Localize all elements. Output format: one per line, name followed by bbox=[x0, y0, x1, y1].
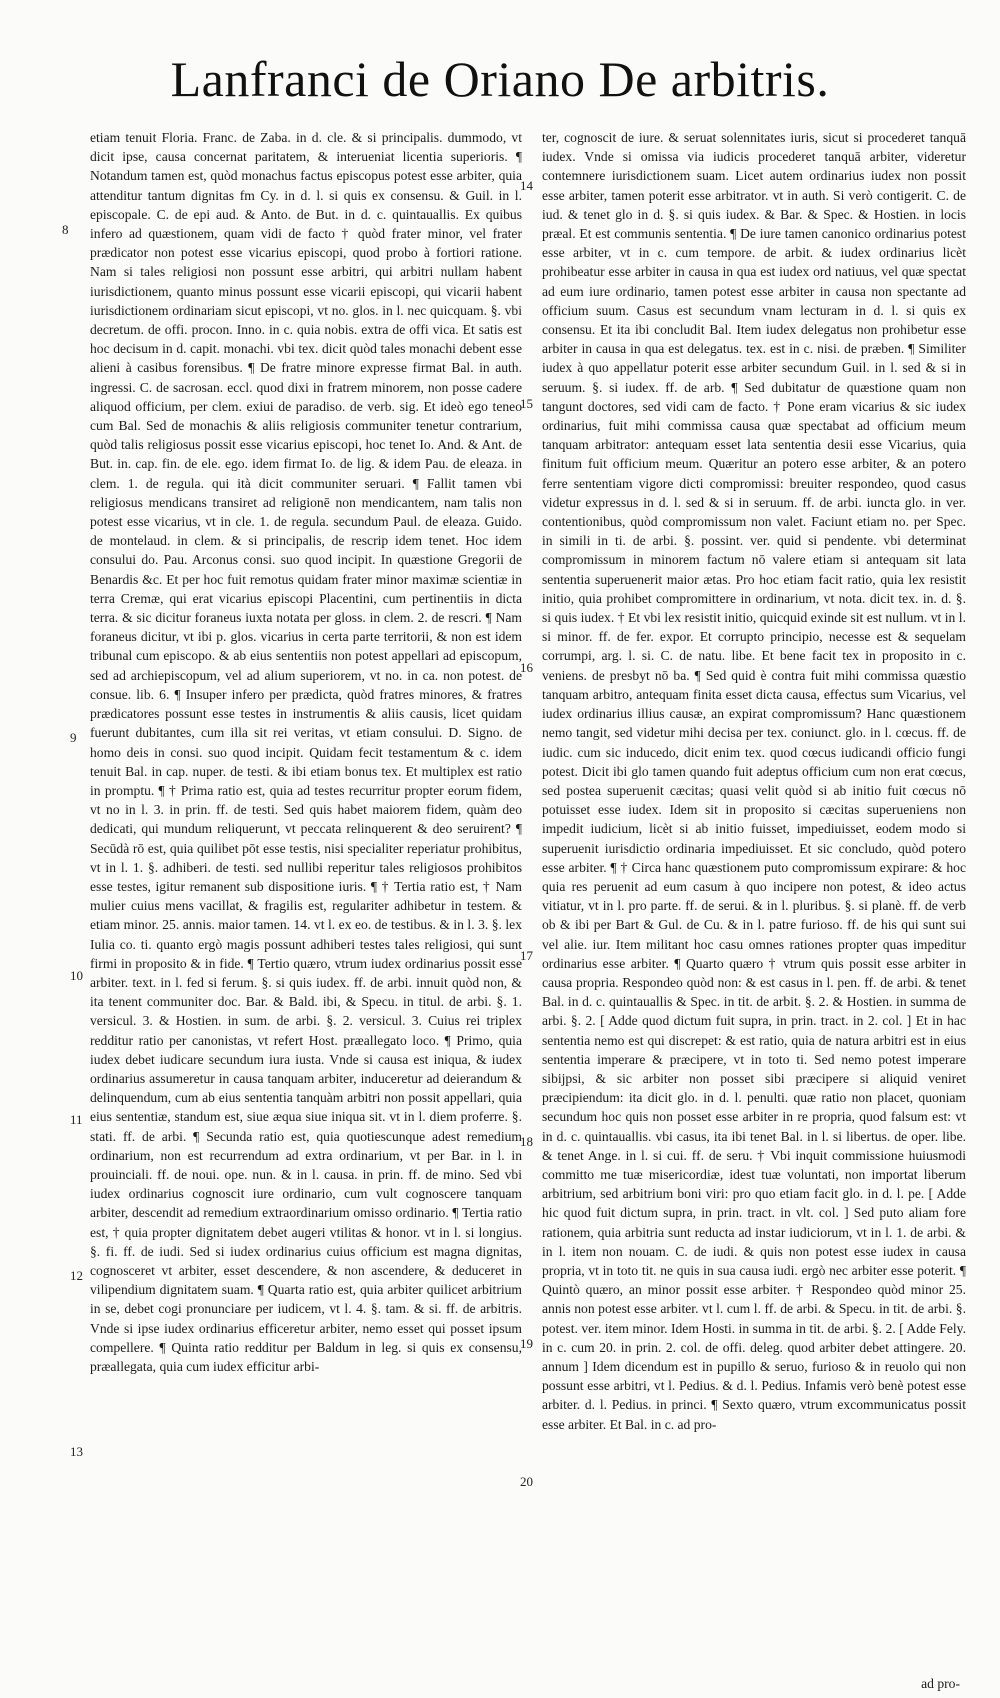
text-column-left bbox=[90, 128, 522, 1678]
margin-number: 14 bbox=[520, 178, 533, 193]
margin-number: 10 bbox=[70, 968, 83, 983]
margin-number: 20 bbox=[520, 1474, 533, 1489]
margin-number: 12 bbox=[70, 1268, 83, 1283]
margin-number: 9 bbox=[70, 730, 77, 745]
body-text-left: etiam tenuit Floria. Franc. de Zaba. in d. cle. & si principalis. dummodo, vt dicit ipse, causa concernat paritatem, & interueniat licentia superioris. ¶ Notandum tamen est, quòd monachus factus episcopus potest esse arbiter, quia attenditur tantum dignitas fm Cy. in d. l. si quis ex consensu. & Guil. in l. episcopale. C. de epi aud. & Anto. de But. in d. c. quintauallis. Ex quibus infero ad quæstionem, quam vidi de facto † quòd frater minor, vel frater prædicator non potest esse vicarius episcopi, quod probo à fortiori ratione. Nam si tales religiosi non possunt esse arbitri, qui arbitri nullam habent iurisdictionem, quanto minus possunt esse vicarii episcopi, qui vicarii habent iurisdictionem ordinariam sicut episcopi, vt no. glos. in l. nec quicquam. §. vbi decretum. de offi. procon. Inno. in c. quia nobis. extra de offi vica. Et satis est hoc decisum in d. capit. monachi. vbi tex. dicit quòd tales monachi debent esse alieni à casibus forensibus. ¶ De fratre minore expresse firmat Bal. in auth. ingressi. C. de sacrosan. eccl. quod dixi in fratrem minorem, non posse cadere aliquod officium, per clem. exiui de paradiso. de verb. sig. Et ideò ego teneo cum Bal. Sed de monachis & aliis religiosis communiter tenetur contrarium, quòd talis religiosus possit esse vicarius episcopi, hoc tenet Io. And. & Ant. de But. in. cap. fin. de ele. ego. idem firmat Io. de lig. & idem Pau. de eleaza. in clem. 1. de regula. qui ità dicit communiter seruari. ¶ Fallit tamen vbi religiosus mendicans transiret ad religionē non mendicantem, nam talis non potest esse vicarius, vt in cle. 1. de regula. secundum Paul. de eleaza. Guido. de montelaud. in clem. & si principalis, de rescrip idem tenet. Hoc idem consului do. Pau. Arconus consi. suo quod incipit. In quæstione Gregorii de Benardis &c. Et per hoc fuit remotus quidam frater minor maximæ scientiæ in terra Cremæ, qui erat vicarius episcopi Placentini, cum pertinentiis in dicta terra. & sic dicitur foraneus iuxta notata per gloss. in clem. 2. de rescri. ¶ Nam foraneus dicitur, vt ibi p. glos. vicarius in certa parte territorii, & non est idem tribunal cum episcopo. & ab eius sententiis non potest appellari ad episcopum, sed ad archiepiscopum, vel ad alium superiorem, vt no. in ca. non potest. de consue. lib. 6. ¶ Insuper infero per prædicta, quòd fratres minores, & fratres prædicatores possunt esse testes in instrumentis & aliis causis, licet quidam fuerunt dubitantes, cum illa sit rei veritas, vt etiam consului. D. Signo. de homo deis in consi. suo quod incipit. Quidam fecit testamentum & c. idem tenuit Bal. in cap. nuper. de testi. & ibi etiam bonus tex. Et multiplex est ratio in promptu. ¶ † Prima ratio est, quia ad testes recurritur propter eorum fidem, vt no in l. 3. in prin. ff. de testi. Sed quis habet maiorem fidem, quàm deo dedicati, qui mundum reliquerunt, vt peccata relinquerent & deo seruirent? ¶ Secūdà rō est, quia quilibet pōt esse testis, nisi specialiter reperiatur prohibitus, vt in l. 1. §. adhiberi. de testi. sed nullibi reperitur tales religiosos prohibitos esse testes, igitur remanent sub dispositione iuris. ¶ † Tertia ratio est, † Nam mulier cuius mens vacillat, & fragilis est, regulariter adhibetur in testem. & etiam minor. 25. annis. maior tamen. 14. vt l. ex eo. de testibus. & in l. 3. §. lex Iulia co. ti. quanto ergò magis possunt adhiberi testes tales religiosi, qui sunt firmi in proposito & in fide. ¶ Tertio quæro, vtrum iudex ordinarius possit esse arbiter. text. in l. fed si ferum. §. si quis iudex. ff. de arbi. innuit quòd non, & ita tenent communiter doc. Bar. & Bald. ibi, & Specu. in titul. de arbi. §. 1. versicul. 3. & Hostien. in sum. de arbi. §. 2. versicul. 3. Cuius rei triplex redditur ratio per canonistas, vt refert Host. præallegato loco. ¶ Primo, quia iudex debet iudicare secundum iura iusta. Vnde si causa est iniqua, & iudex ordinarius assumeretur in causa tanquam arbiter, induceretur ad deierandum & delinquendum, cum ab eius sententia tanquàm arbitri non possit appellari, quia eius sententiæ, standum est, siue æqua siue iniqua sit. vt in l. diem proferre. §. stati. ff. de arbi. ¶ Secunda ratio est, quia quotiescunque adest remedium ordinarium, non est recurrendum ad extra ordinarium, vt per Bar. in l. in prouinciali. ff. de noui. ope. nun. & in l. causa. in prin. ff. de mino. Sed vbi iudex ordinarius cognoscit iure ordinario, cum vult cognoscere tanquam arbiter, descendit ad remedium extraordinarium omisso ordinario. ¶ Tertia ratio est, † quia propter dignitatem debet augeri vtilitas & honor. vt in l. si longius. §. fi. ff. de iudi. Sed si iudex ordinarius cuius officium est magna dignitas, cognosceret vt arbiter, esset descendere, & non ascendere, & deduceret in vilipendium dignitatem suam. ¶ Quarta ratio est, quia arbiter quilicet arbitrium in se, debet cogi pronunciare per iudicem, vt l. 4. §. tam. & si. ff. de arbitris. Vnde si ipse iudex ordinarius efficeretur arbiter, nemo esset qui posset ipsum compellere. ¶ Quinta ratio redditur per Baldum in leg. si quis ex consensu, præallegata, quia cum iudex efficitur arbi- bbox=[90, 130, 522, 1374]
margin-number: 16 bbox=[520, 660, 533, 675]
catchword: ad pro- bbox=[921, 1676, 960, 1691]
page-title: Lanfranci de Oriano De arbitris. bbox=[170, 51, 830, 107]
margin-number: 19 bbox=[520, 1336, 533, 1351]
margin-number: 8 bbox=[62, 222, 69, 237]
body-text-right: ter, cognoscit de iure. & seruat solennitates iuris, sicut si procederet tanquā iudex. Vnde si omissa via iudicis procederet tanquā arbiter, videretur contemnere iurisdictionem suam. Licet autem ordinarius iudex non possit esse arbiter, tamen poterit esse arbitrator. vt in auth. Si verò contigerit. C. de iud. & tenet glo in d. §. si quis iudex. & Bar. & Spec. & Hostien. in locis præal. Et est communis sententia. ¶ De iure tamen canonico ordinarius potest esse arbiter, vt in c. cum tempore. de arbit. & iudex ordinarius licèt prohibeatur esse arbiter in causa in qua est iudex ord natiuus, vel quæ spectat ad eum iure ordinario, tamen potest esse arbiter in causa non spectante ad officium suum. Casus est secundum vnam lecturam in d. l. si quis ex consensu. Et ita ibi concludit Bal. Item iudex delegatus non prohibetur esse arbiter in causa in qua est delegatus. tex. est in c. nisi. de præben. ¶ Similiter iudex à quo appellatur poterit esse arbiter secundum Guil. in l. sed & si in seruum. §. si iudex. ff. de arb. ¶ Sed dubitatur de quæstione quam non tangunt doctores, sed vidi cam de facto. † Pone eram vicarius & sic iudex ordinarius, fuit mihi commissa causa quæ spectabat ad officium meum tanquam arbitrator: antequam esset lata sententia desii esse Vicarius, quia finitum fuit officium meum. Quæritur an potero esse arbiter, & an potero ferre sententiam vigore dicti compromissi: breuiter respondeo, quod casus videtur expressus in d. l. sed & si in seruum. ff. de arbi. iuncta glo. in ver. contentionibus, quòd compromissum non valet. Faciunt etiam no. per Spec. in simili in ti. de arbi. §. possint. ver. quid si pendente. vbi determinat compromissum in minorem factum nō valere etiam si antequam sit lata sententia superuenerit maior ætas. Pro hoc etiam facit ratio, quia lex resistit initio, quia prohibet compromittere in ordinarium, vt nota. dicit tex. in. d. §. si quis iudex. † Et vbi lex resistit initio, quicquid exinde sit est nullum. vt in l. si minor. ff. de fer. expor. Et corrupto principio, necesse est & sequelam corrumpi, arg. l. si. C. de natu. libe. Et bene facit tex in proposito in c. veniens. de presbyt nō ba. ¶ Sed quid è contra fuit mihi commissa quæstio tanquam arbitro, antequam finita esset dicta causa, effectus sum Vicarius, vel iudex ordinarius illius causæ, an expirat compromissum? Hanc quæstionem nemo tangit, sed videtur mihi decisa per tex. coniunct. glo. in l. cœcus. ff. de iudic. cum sic inducedo, dicit enim tex. quod cœcus iudicandi officio fungi potest. Dicit ibi glo tamen quando fuit adeptus officium cum non erat cœcus, sed postea superuenit cæcitas; quasi velit quòd si ab initio fuit cœcus nō potuisset esse iudex. Idem sit in proposito si cæcitas superueniens non impedit iudicium, licèt si ab initio fuisset, impediuisset, eodem modo si superuenit iurisdictio ordinaria impediuisset. Et sic concludo, quòd potero esse arbiter. ¶ † Circa hanc quæstionem puto compromissum expirare: & hoc quia res peruenit ad eum casum à quo incipere non potest, & ideo actus vitiatur, vt in l. pro parte. ff. de serui. & in l. pluribus. §. si planè. ff. de verb ob & ibi per Bart & Gul. de Cu. & in l. patre furioso. ff. de his qui sunt sui vel alie. iur. Item militant hoc casu omnes rationes propter quas impeditur ordinarius esse arbiter. ¶ Quarto quæro † vtrum quis possit esse arbiter in causa propria. Respondeo quòd non: & est casus in l. pen. ff. de arbi. & tenet Bal. in d. c. quintauallis & Spec. in tit. de arbit. §. 2. & Hostien. in summa de arbi. §. 2. [ Adde quod dictum fuit supra, in prin. tract. in 2. col. ] Et in hac sententia nemo est qui discrepet: & est ratio, quia de natura arbitri est in eius sententia imperare & præcipere, vt in toto ti. Sed nemo potest imperare sibijpsi, & sic arbiter non posset sibi præcipere si aliquid veniret præcipiendum: ita dicit glo. in d. l. penulti. quæ ratio non placet, quoniam secundum hoc quis non posset esse arbiter in re propria, quod falsum est: vt in d. c. quintauallis. vbi casus, ita ibi tenet Bal. in l. si libertus. de oper. libe. & tenet Ange. in l. si cui. ff. de seru. † Vbi inquit commissione huiusmodi committo me tuæ misericordiæ, idest tuæ voluntati, non importat liberum arbitrium, sed arbitrium boni viri: pro quo etiam facit glo. in d. l. pe. [ Adde hic quod fuit dictum supra, in prin. tract. in vlt. col. ] Sed puto aliam fore rationem, quia arbitria sunt reducta ad instar iudiciorum, vt in l. 1. de arbi. & in l. item non nouam. C. de iudi. & quis non potest esse iudex in causa propria, vt in toto tit. ne quis in sua causa iudi. ergò nec arbiter esse poterit. ¶ Quintò quæro, an minor possit esse arbiter. † Respondeo quòd minor 25. annis non potest esse arbiter. vt l. cum l. ff. de arbi. & Specu. in tit. de arbi. §. potest. ver. item minor. Idem Hosti. in summa in tit. de arbi. §. 2. [ Adde Fely. in c. cum 20. in prin. 2. col. de offi. deleg. quod arbiter debet attingere. 20. annum ] Idem dicendum est in pupillo & seruo, furioso & in reuolo qui non possunt esse arbitri, vt l. Pedius. & d. l. Pedius. Infamis verò benè potest esse arbiter. d. l. Pedius. in princi. ¶ Sexto quæro, vtrum excommunicatus possit esse arbiter. Et Bal. in c. ad pro- bbox=[542, 130, 966, 1432]
margin-number: 17 bbox=[520, 948, 533, 963]
margin-number: 11 bbox=[70, 1112, 83, 1127]
text-column-right bbox=[542, 128, 966, 1678]
margin-number: 18 bbox=[520, 1134, 533, 1149]
margin-number: 15 bbox=[520, 396, 533, 411]
margin-number: 13 bbox=[70, 1444, 83, 1459]
